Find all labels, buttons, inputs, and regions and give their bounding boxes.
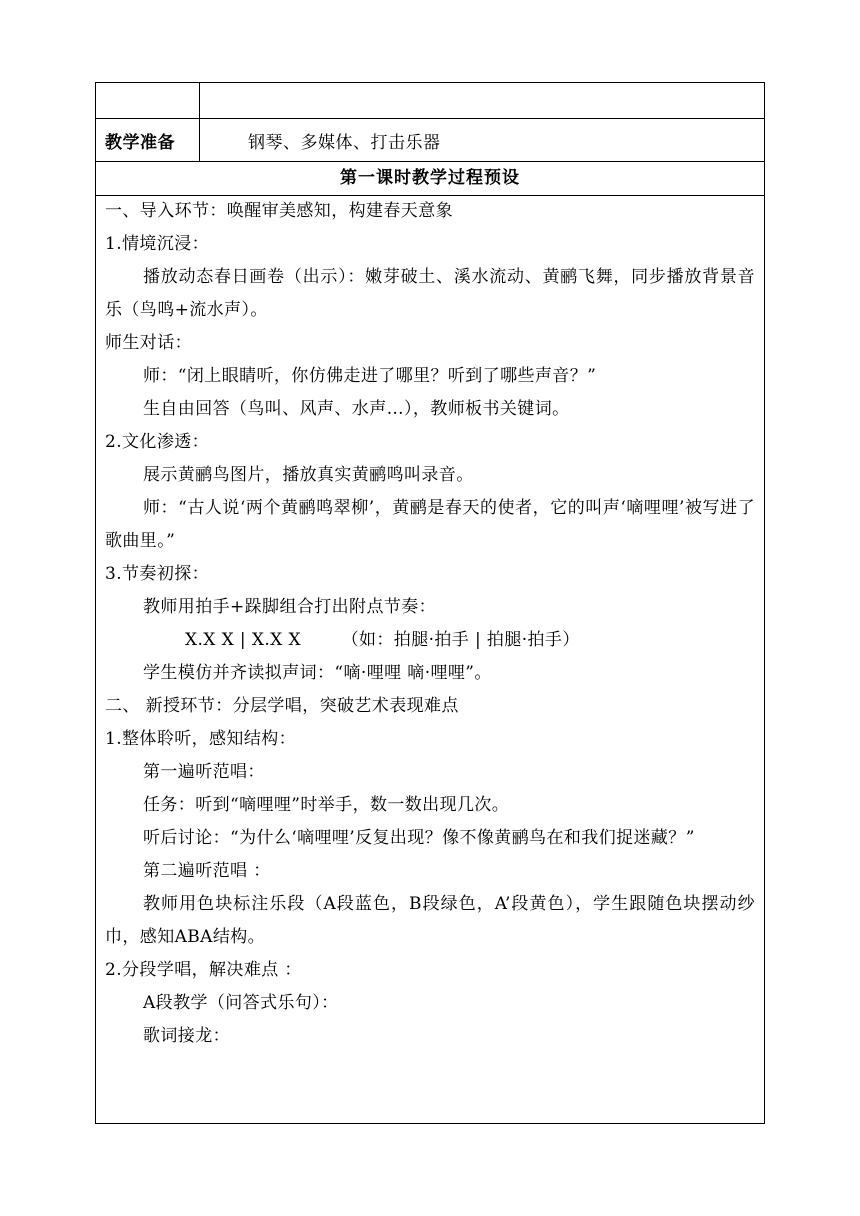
paragraph: 师：“古人说‘两个黄鹂鸣翠柳’，黄鹂是春天的使者，它的叫声‘嘀哩哩’被写进了歌曲里。” bbox=[105, 498, 755, 551]
text-line: 生自由回答（鸟叫、风声、水声…），教师板书关键词。 bbox=[143, 399, 570, 419]
step-heading: 1.整体聆听，感知结构： bbox=[105, 729, 297, 749]
paragraph: 播放动态春日画卷（出示）：嫩芽破土、溪水流动、黄鹂飞舞，同步播放背景音乐（鸟鸣+流水声）。 bbox=[105, 267, 755, 320]
text-line: 歌词接龙： bbox=[143, 1026, 230, 1046]
text-line: 任务：听到“嘀哩哩”时举手，数一数出现几次。 bbox=[143, 795, 510, 815]
paragraph: 教师用色块标注乐段（A段蓝色，B段绿色，A’段黄色），学生跟随色块摆动纱巾，感知ABA结构。 bbox=[105, 894, 755, 947]
column-divider bbox=[199, 83, 200, 161]
text-line: 师：“闭上眼睛听，你仿佛走进了哪里？听到了哪些声音？” bbox=[143, 366, 597, 386]
step-heading: 2.分段学唱，解决难点 ： bbox=[105, 960, 302, 980]
text-line: 展示黄鹂鸟图片，播放真实黄鹂鸣叫录音。 bbox=[143, 465, 474, 485]
section-title: 第一课时教学过程预设 bbox=[340, 168, 520, 188]
text-line: 第一遍听范唱： bbox=[143, 762, 265, 782]
text-line: 师生对话： bbox=[105, 333, 192, 353]
heading-intro: 一、导入环节：唤醒审美感知，构建春天意象 bbox=[105, 201, 453, 221]
lesson-plan-table bbox=[95, 82, 765, 1124]
rhythm-notation: X.X X | X.X X （如：拍腿·拍手 | 拍腿·拍手） bbox=[185, 630, 580, 650]
prep-value: 钢琴、多媒体、打击乐器 bbox=[248, 133, 441, 153]
text-line: 学生模仿并齐读拟声词：“嘀·哩哩 嘀·哩哩”。 bbox=[143, 663, 492, 683]
text-line: 第二遍听范唱 ： bbox=[143, 861, 271, 881]
row-divider bbox=[96, 118, 764, 119]
paragraph: 听后讨论：“为什么‘嘀哩哩’反复出现？像不像黄鹂鸟在和我们捉迷藏？” bbox=[143, 828, 695, 848]
step-heading: 2.文化渗透： bbox=[105, 432, 210, 452]
prep-label: 教学准备 bbox=[105, 133, 175, 153]
step-heading: 1.情境沉浸： bbox=[105, 234, 210, 254]
step-heading: 3.节奏初探： bbox=[105, 564, 210, 584]
text-line: 教师用拍手+跺脚组合打出附点节奏： bbox=[143, 597, 437, 617]
heading-new-lesson: 二、 新授环节：分层学唱，突破艺术表现难点 bbox=[105, 696, 459, 716]
lesson-content bbox=[96, 195, 764, 1123]
text-line: A段教学（问答式乐句）： bbox=[143, 993, 339, 1013]
